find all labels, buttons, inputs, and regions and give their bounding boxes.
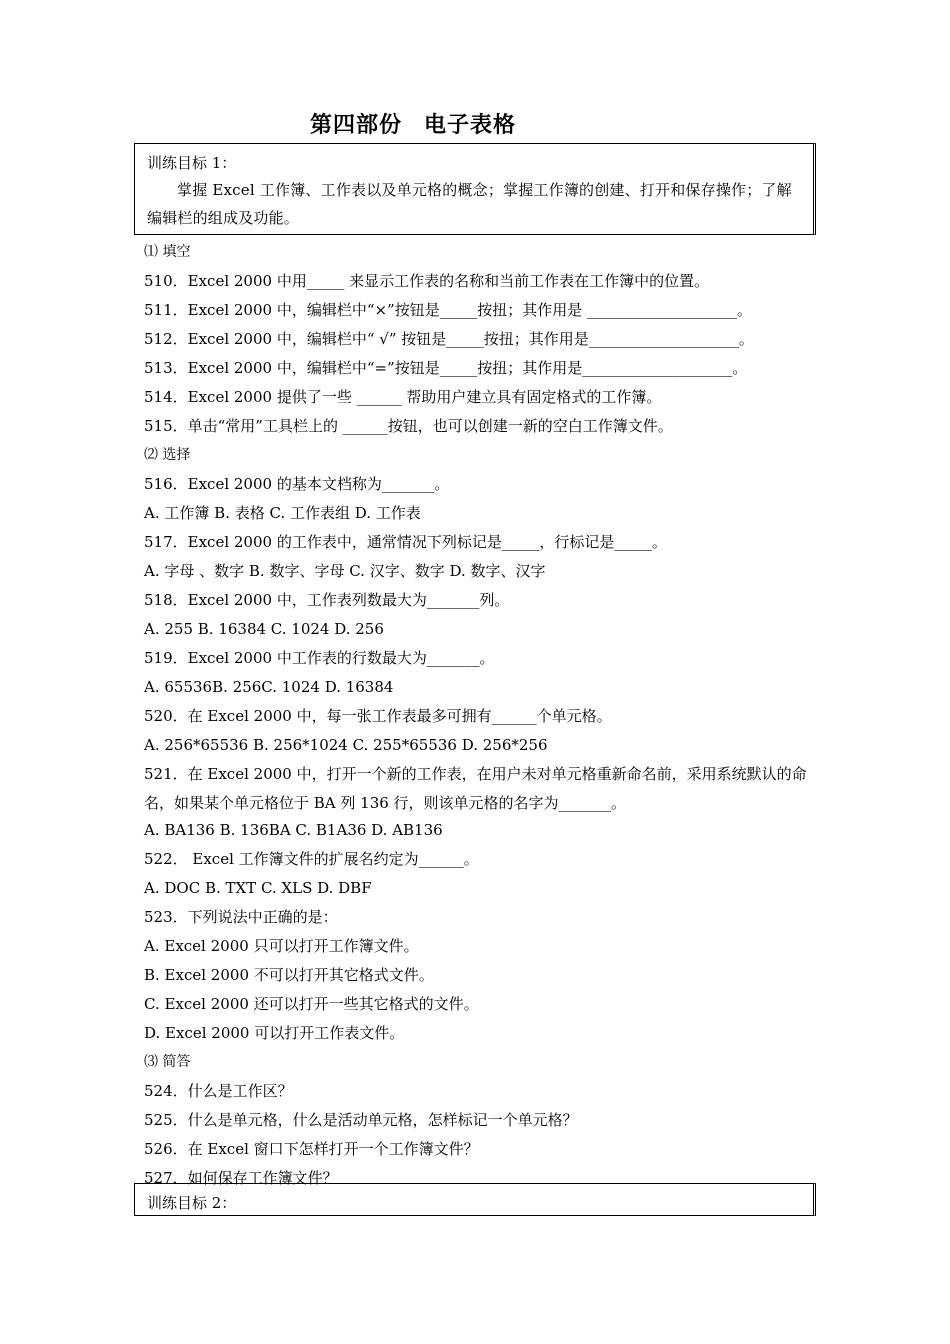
training-goal-box-2 — [134, 1183, 816, 1216]
section-heading-choice: ⑵ 选择 — [144, 447, 191, 463]
question-519: 519．Excel 2000 中工作表的行数最大为_______。 — [144, 649, 495, 667]
section-heading-fill: ⑴ 填空 — [144, 244, 191, 260]
question-526: 526．在 Excel 窗口下怎样打开一个工作簿文件？ — [144, 1140, 479, 1158]
question-517: 517．Excel 2000 的工作表中，通常情况下列标记是_____，行标记是_____。 — [144, 533, 667, 551]
options-516: A. 工作簿 B. 表格 C. 工作表组 D. 工作表 — [144, 504, 421, 522]
options-520: A. 256*65536 B. 256*1024 C. 255*65536 D. 256*256 — [144, 736, 548, 754]
section-heading-short-answer: ⑶ 简答 — [144, 1054, 191, 1070]
option-523-c: C. Excel 2000 还可以打开一些其它格式的文件。 — [144, 995, 479, 1013]
question-511: 511．Excel 2000 中，编辑栏中“×”按钮是_____按扭；其作用是 ____________________。 — [144, 301, 752, 319]
question-512: 512．Excel 2000 中，编辑栏中“ √” 按钮是_____按扭；其作用是____________________。 — [144, 330, 754, 348]
question-515: 515．单击“常用”工具栏上的 ______按钮，也可以创建一新的空白工作簿文件。 — [144, 417, 673, 435]
question-516: 516．Excel 2000 的基本文档称为_______。 — [144, 475, 450, 493]
option-523-a: A. Excel 2000 只可以打开工作簿文件。 — [144, 937, 419, 955]
title-part: 第四部份 — [309, 113, 402, 138]
options-517: A. 字母 、数字 B. 数字、字母 C. 汉字、数字 D. 数字、汉字 — [144, 562, 546, 580]
question-521: 521．在 Excel 2000 中，打开一个新的工作表，在用户未对单元格重新命名前，采用系统默认的命名，如果某个单元格位于 BA 列 136 行，则该单元格的名字为_______。 — [144, 765, 807, 812]
page-title — [0, 108, 826, 139]
options-518: A. 255 B. 16384 C. 1024 D. 256 — [144, 620, 384, 638]
question-525: 525．什么是单元格，什么是活动单元格，怎样标记一个单元格？ — [144, 1111, 578, 1129]
training-goal-heading-2: 训练目标 2： — [147, 1194, 237, 1212]
question-510: 510．Excel 2000 中用_____ 来显示工作表的名称和当前工作表在工作簿中的位置。 — [144, 272, 710, 290]
question-520: 520．在 Excel 2000 中，每一张工作表最多可拥有______个单元格。 — [144, 707, 612, 725]
question-518: 518．Excel 2000 中，工作表列数最大为_______列。 — [144, 591, 510, 609]
training-goal-box-1 — [134, 143, 816, 235]
question-527: 527．如何保存工作簿文件？ — [144, 1169, 338, 1187]
option-523-b: B. Excel 2000 不可以打开其它格式文件。 — [144, 966, 434, 984]
question-524: 524．什么是工作区？ — [144, 1082, 293, 1100]
title-subject: 电子表格 — [424, 113, 517, 138]
question-list — [144, 240, 814, 1195]
question-514: 514．Excel 2000 提供了一些 ______ 帮助用户建立具有固定格式的工作簿。 — [144, 388, 662, 406]
option-523-d: D. Excel 2000 可以打开工作表文件。 — [144, 1024, 405, 1042]
options-519: A. 65536B. 256C. 1024 D. 16384 — [144, 678, 394, 696]
training-goal-heading: 训练目标 1： — [147, 154, 237, 172]
options-521: A. BA136 B. 136BA C. B1A36 D. AB136 — [144, 821, 443, 839]
question-513: 513．Excel 2000 中，编辑栏中“=”按钮是_____按扭；其作用是____________________。 — [144, 359, 748, 377]
question-522: 522． Excel 工作簿文件的扩展名约定为______。 — [144, 850, 479, 868]
options-522: A. DOC B. TXT C. XLS D. DBF — [144, 879, 372, 897]
question-523: 523．下列说法中正确的是： — [144, 908, 338, 926]
training-goal-text: 掌握 Excel 工作簿、工作表以及单元格的概念；掌握工作簿的创建、打开和保存操作；了解编辑栏的组成及功能。 — [147, 181, 792, 227]
